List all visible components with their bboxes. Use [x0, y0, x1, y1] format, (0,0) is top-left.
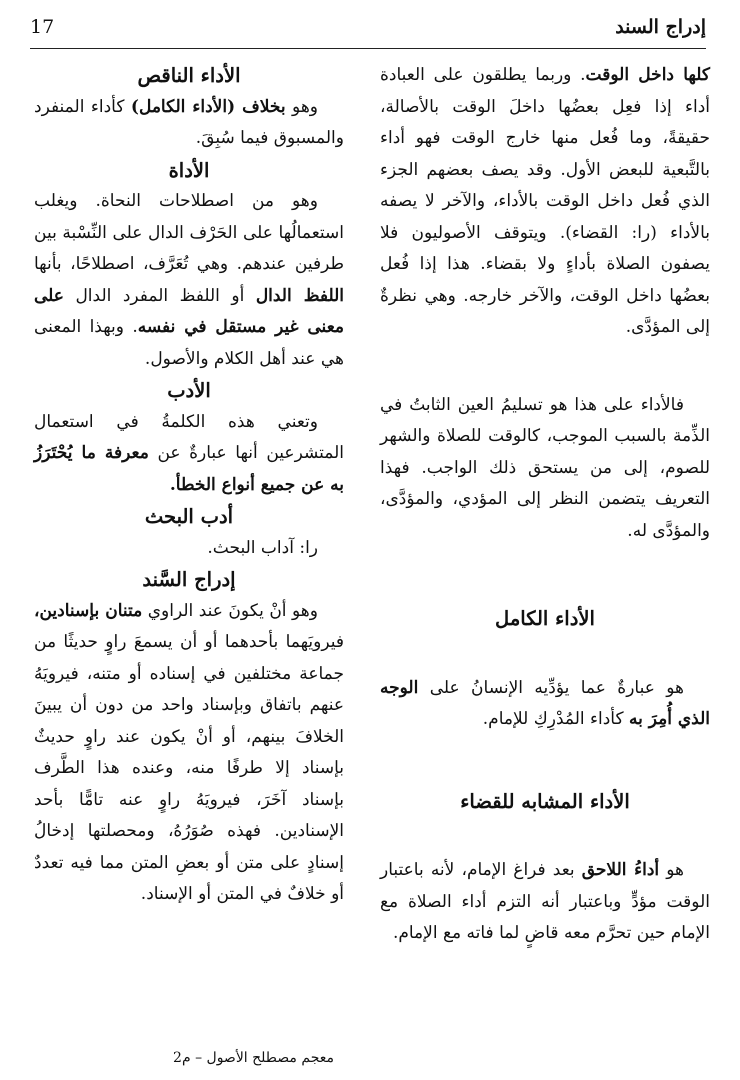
- paragraph-text: . وبهذا المعنى هي عند أهل الكلام والأصول.: [34, 317, 344, 369]
- bold-phrase: متنان بإسنادين،: [34, 600, 143, 621]
- page-number: 17: [30, 16, 55, 38]
- paragraph: [34, 186, 344, 375]
- paragraph: [34, 407, 344, 502]
- paragraph-text: فيرويَهما بأحدهما أو أن يسمعَ راوٍ حديثًا من جماعة مختلفين في إسناده أو متنه، فيرويَهُ عنهم باتفاق وبإسناد واحد من دون أن يبينَ الخلافَ بينهم، أو أنْ يكون عند راوٍ حديثٌ بإسناد إلا طرفًا منه، وعنده هذا الطَّرف بإسناد آخَرَ، فيرويَهُ راوٍ عنه تامًّا بأحد الإسنادين. فهذه صُوَرُهُ، ومحصلتها إدخالُ إسنادٍ على متن أو بعضِ المتن مما فيه تعددٌ أو خلافٌ في المتن أو الإسناد.: [34, 632, 344, 904]
- entry-heading: أدب البحث: [144, 505, 234, 528]
- entry-heading: الأدب: [167, 379, 211, 402]
- entry-heading: الأداء المشابه للقضاء: [460, 789, 630, 813]
- right-column: [380, 60, 710, 950]
- paragraph-text: هو: [659, 860, 684, 880]
- left-column: [34, 60, 344, 911]
- bold-phrase: بخلاف (الأداء الكامل): [130, 96, 286, 117]
- paragraph: [380, 673, 710, 736]
- paragraph-text: وهو من اصطلاحات النحاة. ويغلب استعمالُها على الحَرْف الدال على النِّسْبة بين طرفين عندهم. وهي تُعَرَّف، اصطلاحًا، بأنها: [34, 191, 344, 274]
- paragraph: [380, 855, 710, 950]
- running-title: إدراج السند: [615, 16, 706, 38]
- entry-heading: الأداة: [168, 158, 210, 182]
- paragraph-text: هو عبارةٌ عما يؤدِّيه الإنسانُ على: [418, 677, 684, 698]
- bold-phrase: أداءُ اللاحق: [581, 860, 660, 880]
- page-footer: معجم مصطلح الأصول – م2: [173, 1050, 334, 1066]
- paragraph: [34, 596, 344, 911]
- paragraph-text: . وربما يطلقون على العبادة أداء إذا فعِل بعضُها داخلَ الوقت بالأصالة، حقيقةً، وما فُعل منها خارج الوقت فهو أداء بالتَّبعية للبعض الأول. وقد يصف بعضهم الجزء الذي فُعل داخل الوقت بالأداء، والآخر لا يصفه بالأداء (را: القضاء). ويتوقف الأصوليون فلا يصفون الصلاة بأداءٍ ولا بقضاء. هذا إذا فُعل بعضُها داخل الوقت، والآخر خارجه. وهي نظرةٌ إلى المؤدَّى.: [380, 65, 710, 337]
- paragraph-text: بعد فراغ الإمام، لأنه باعتبار الوقت مؤدٍّ وباعتبار أنه التزم أداء الصلاة مع الإمام حين تحرَّم معه قاضٍ لما فاته مع الإمام.: [380, 860, 710, 943]
- paragraph: فالأداء على هذا هو تسليمُ العين الثابتُ في الذِّمة بالسبب الموجب، كالوقت للصلاة والشهر للصوم، إلى من يستحق ذلك الواجب. فهذا التعريف يتضمن النظر إلى المؤدي، والمؤدَّى، والمؤدَّى له.: [380, 394, 710, 541]
- bold-phrase: كلها داخل الوقت: [585, 65, 710, 85]
- bold-phrase: الوجه الذي أُمِرَ به: [380, 677, 710, 729]
- entry-heading: الأداء الكامل: [495, 607, 595, 630]
- page-header: [30, 14, 706, 49]
- paragraph-text: أو اللفظ المفرد الدال: [63, 285, 256, 306]
- cross-reference: را: آداب البحث.: [207, 537, 318, 558]
- paragraph-text: كأداء المُدْرِكِ للإمام.: [482, 709, 629, 729]
- paragraph-text: كأداء المنفرد والمسبوق فيما سُبِقَ.: [34, 96, 344, 148]
- bold-phrase: معرفة ما يُحْتَرَزُ به عن جميع أنواع الخطأ.: [34, 443, 344, 495]
- paragraph-text: وهو أنْ يكونَ عند الراوي: [142, 600, 318, 621]
- paragraph: [34, 92, 344, 155]
- entry-heading: إدراج السَّند: [142, 568, 236, 591]
- paragraph: [380, 60, 710, 344]
- bold-phrase: اللفظ الدال: [255, 285, 344, 306]
- paragraph-text: وهو: [285, 96, 318, 117]
- paragraph-text: وتعني هذه الكلمةُ في استعمال المتشرعين أنها عبارةٌ عن: [34, 411, 344, 463]
- entry-heading: الأداء الناقص: [137, 64, 241, 87]
- bold-phrase: على معنى غير مستقل في نفسه: [34, 285, 344, 337]
